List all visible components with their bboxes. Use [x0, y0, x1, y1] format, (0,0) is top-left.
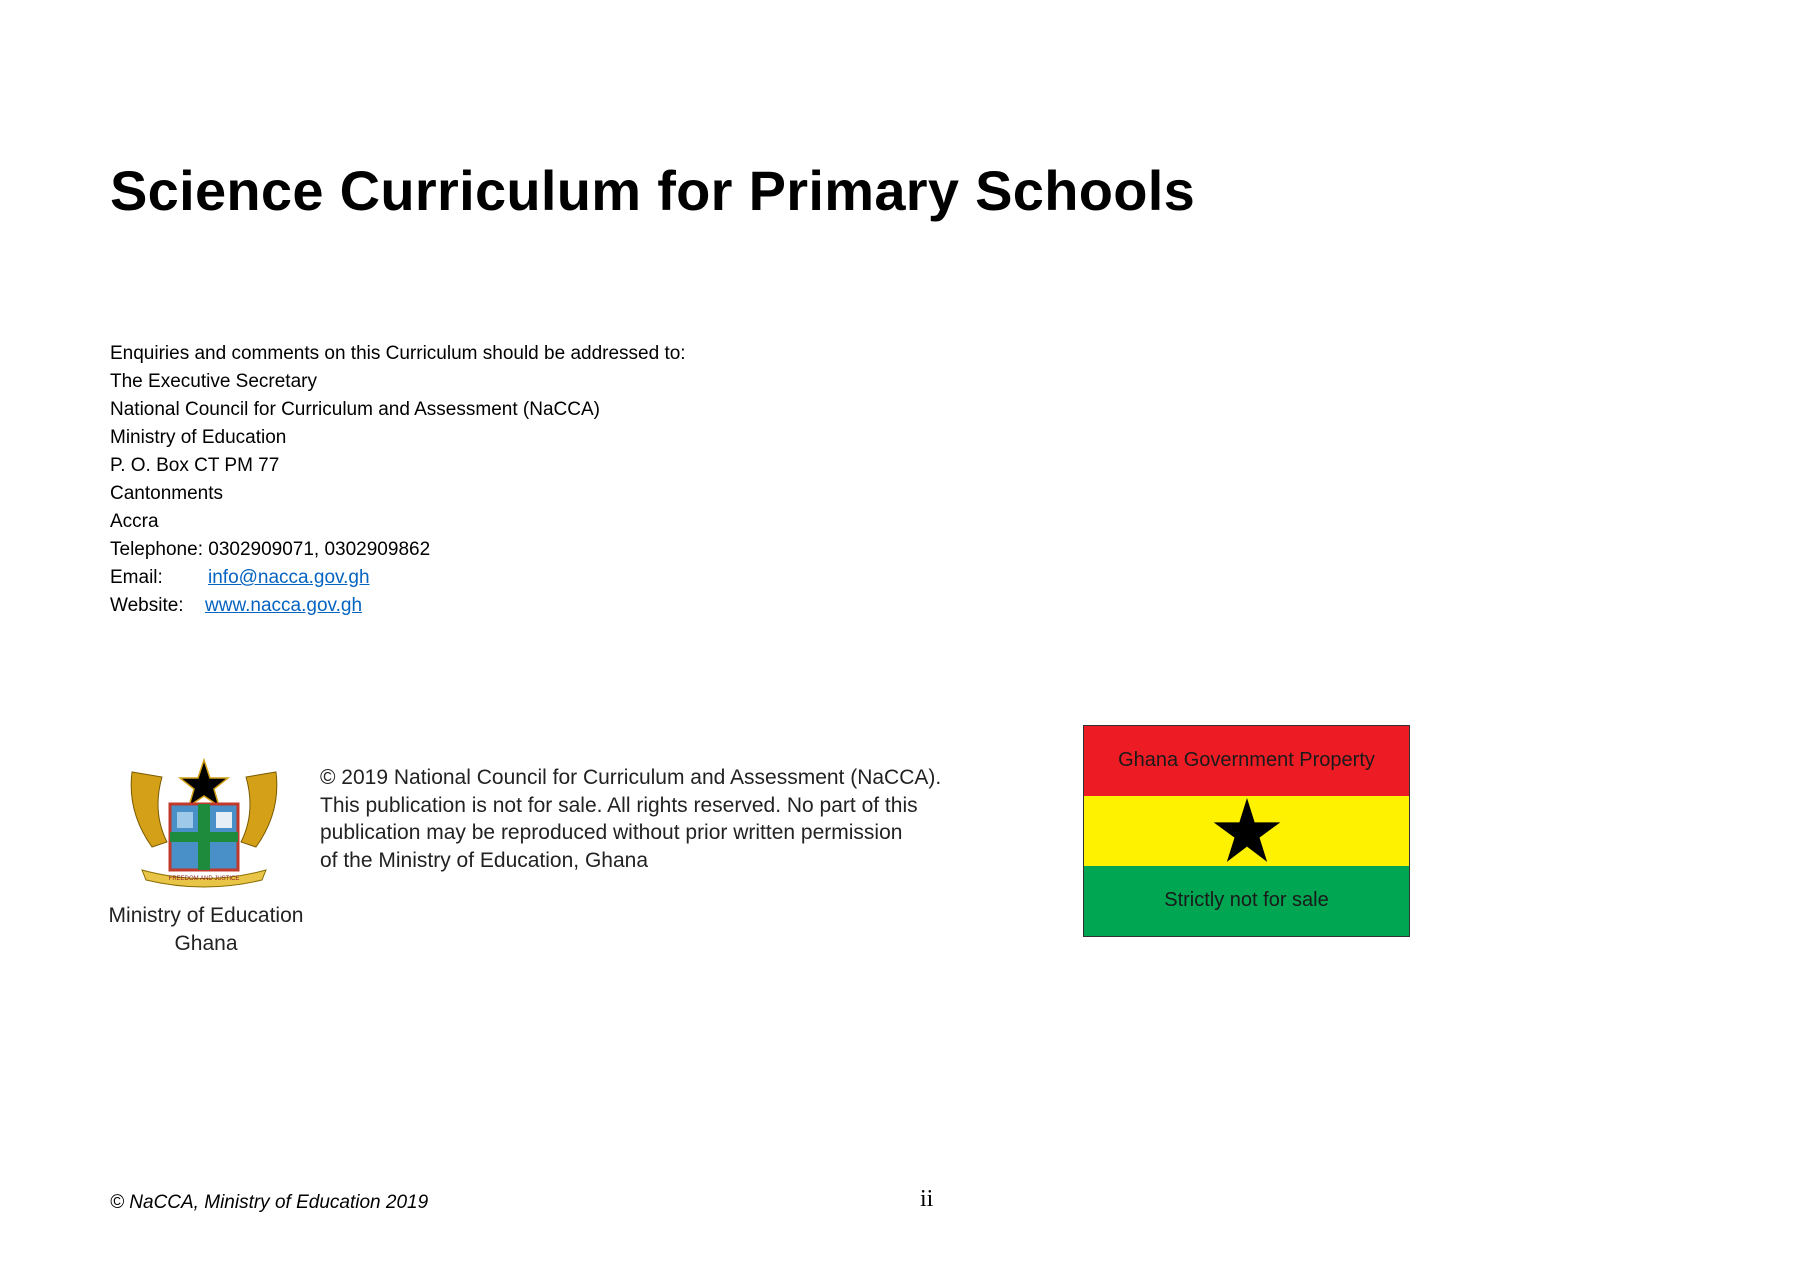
address-line: The Executive Secretary [110, 371, 317, 392]
ministry-caption [96, 902, 316, 958]
page-number: ii [920, 1186, 934, 1212]
address-line: National Council for Curriculum and Assessment (NaCCA) [110, 399, 600, 420]
flag-bottom-text: Strictly not for sale [1164, 889, 1329, 912]
ministry-country: Ghana [174, 932, 238, 955]
copyright-line: This publication is not for sale. All rights reserved. No part of this [320, 793, 918, 817]
website-row [110, 592, 686, 620]
ministry-name: Ministry of Education [108, 904, 304, 927]
email-link[interactable]: info@nacca.gov.gh [208, 567, 370, 588]
website-link[interactable]: www.nacca.gov.gh [205, 595, 363, 616]
contact-address [110, 340, 686, 620]
address-line: Enquiries and comments on this Curriculum should be addressed to: [110, 343, 686, 364]
flag-red-band [1084, 726, 1409, 796]
address-line: Accra [110, 511, 159, 532]
address-line: Cantonments [110, 483, 224, 504]
address-line: P. O. Box CT PM 77 [110, 455, 280, 476]
website-label: Website: [110, 595, 184, 616]
copyright-line: publication may be reproduced without prior written permission [320, 821, 903, 845]
address-line: Telephone: 0302909071, 0302909862 [110, 539, 431, 560]
ghana-flag [1083, 725, 1410, 937]
copyright-line: of the Ministry of Education, Ghana [320, 849, 649, 873]
address-line: Ministry of Education [110, 427, 287, 448]
copyright-notice [320, 764, 941, 875]
coat-motto: FREEDOM AND JUSTICE [168, 876, 240, 882]
footer-copyright: © NaCCA, Ministry of Education 2019 [110, 1192, 429, 1213]
page-title: Science Curriculum for Primary Schools [110, 159, 1196, 222]
flag-green-band [1084, 866, 1409, 936]
copyright-line: © 2019 National Council for Curriculum and Assessment (NaCCA). [320, 766, 942, 789]
flag-top-text: Ghana Government Property [1118, 749, 1375, 772]
black-star-icon [1207, 798, 1287, 864]
flag-yellow-band [1084, 796, 1409, 866]
email-label: Email: [110, 567, 163, 588]
ghana-coat-of-arms-icon [122, 752, 286, 892]
email-row [110, 564, 686, 592]
